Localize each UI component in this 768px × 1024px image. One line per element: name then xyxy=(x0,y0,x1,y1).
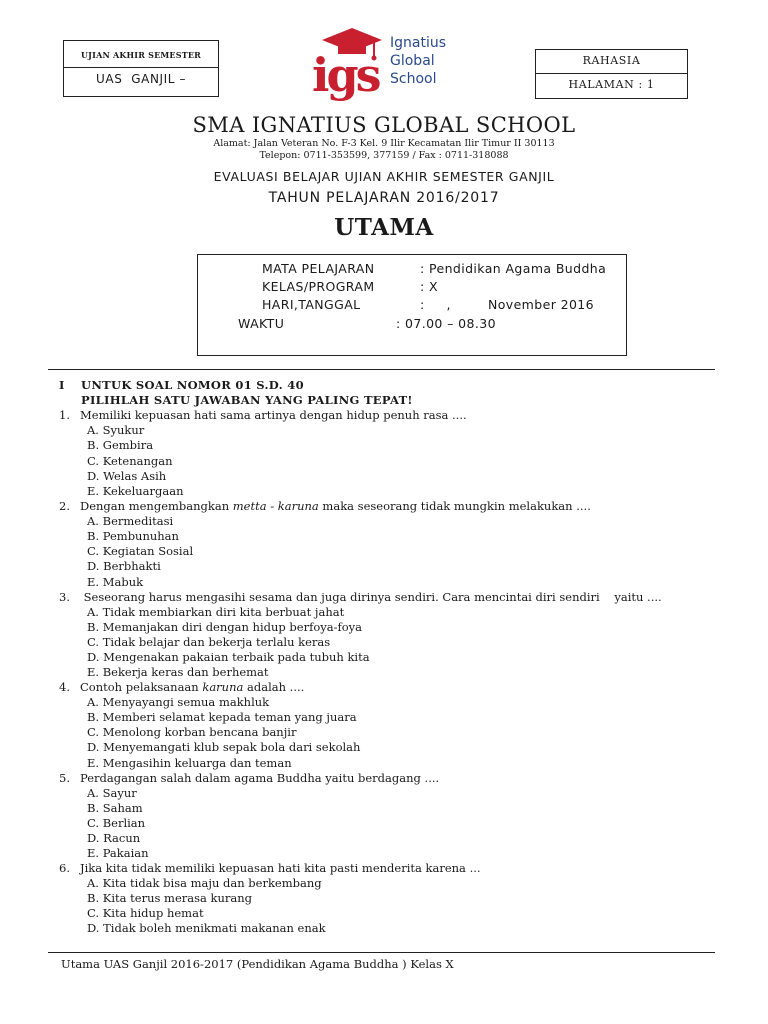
question-5-option-a: A. Sayur xyxy=(87,786,137,800)
question-4-option-c: C. Menolong korban bencana banjir xyxy=(87,725,297,739)
exam-info-box xyxy=(197,254,627,356)
question-2-option-d: D. Berbhakti xyxy=(87,559,161,573)
logo-line2: Global xyxy=(390,53,435,69)
question-2-text xyxy=(80,499,591,513)
question-2-option-a: A. Bermeditasi xyxy=(87,514,174,528)
confidential-divider xyxy=(536,73,687,74)
footer-divider xyxy=(48,952,715,953)
exam-label-title: UJIAN AKHIR SEMESTER xyxy=(80,50,201,60)
footer-text: Utama UAS Ganjil 2016-2017 (Pendidikan Agama Buddha ) Kelas X xyxy=(61,957,454,971)
question-4-text-post: adalah .... xyxy=(243,680,305,694)
school-logo xyxy=(310,24,460,114)
section-number: I xyxy=(59,378,65,392)
question-1-option-a: A. Syukur xyxy=(87,423,145,437)
question-1-option-c: C. Ketenangan xyxy=(87,454,173,468)
logo-mark: igs xyxy=(312,48,379,102)
question-2-text-pre: Dengan mengembangkan xyxy=(80,499,233,513)
question-3-text: Seseorang harus mengasihi sesama dan juga dirinya sendiri. Cara mencintai diri sendiri yaitu .... xyxy=(80,590,662,604)
school-phone: Telepon: 0711-353599, 377159 / Fax : 0711-318088 xyxy=(259,150,509,161)
question-6-option-a: A. Kita tidak bisa maju dan berkembang xyxy=(87,876,322,890)
confidential-label: RAHASIA xyxy=(582,54,641,67)
class-label: KELAS/PROGRAM xyxy=(262,279,375,294)
subject-value: : Pendidikan Agama Buddha xyxy=(420,261,607,276)
question-3-option-a: A. Tidak membiarkan diri kita berbuat jahat xyxy=(87,605,345,619)
question-5-option-d: D. Racun xyxy=(87,831,141,845)
question-5-option-c: C. Berlian xyxy=(87,816,146,830)
question-1-text: Memiliki kepuasan hati sama artinya dengan hidup penuh rasa .... xyxy=(80,408,467,422)
question-2-option-c: C. Kegiatan Sosial xyxy=(87,544,194,558)
question-4-option-a: A. Menyayangi semua makhluk xyxy=(87,695,270,709)
question-2-text-post: maka seseorang tidak mungkin melakukan .... xyxy=(318,499,591,513)
exam-type: UTAMA xyxy=(334,214,434,241)
question-2-option-e: E. Mabuk xyxy=(87,575,144,589)
date-label: HARI,TANGGAL xyxy=(262,297,361,312)
question-6-option-b: B. Kita terus merasa kurang xyxy=(87,891,253,905)
section-title: UNTUK SOAL NOMOR 01 S.D. 40 xyxy=(81,378,304,392)
date-month: November 2016 xyxy=(488,297,595,312)
section-instruction: PILIHLAH SATU JAWABAN YANG PALING TEPAT! xyxy=(81,393,413,407)
question-4-text-em: karuna xyxy=(202,680,244,694)
evaluation-title: EVALUASI BELAJAR UJIAN AKHIR SEMESTER GANJIL xyxy=(213,169,555,184)
question-3-option-c: C. Tidak belajar dan bekerja terlalu keras xyxy=(87,635,331,649)
question-2-text-em: metta - karuna xyxy=(232,499,319,513)
question-6-text: Jika kita tidak memiliki kepuasan hati kita pasti menderita karena ... xyxy=(80,861,481,875)
question-2-number: 2. xyxy=(59,499,70,513)
question-3-option-b: B. Memanjakan diri dengan hidup berfoya-foya xyxy=(87,620,363,634)
question-3-number: 3. xyxy=(59,590,70,604)
logo-line3: School xyxy=(390,71,437,87)
question-6-option-c: C. Kita hidup hemat xyxy=(87,906,204,920)
subject-label: MATA PELAJARAN xyxy=(262,261,375,276)
exam-label-value: UAS GANJIL – xyxy=(96,72,187,86)
school-name: SMA IGNATIUS GLOBAL SCHOOL xyxy=(192,113,576,137)
question-4-text-pre: Contoh pelaksanaan xyxy=(80,680,203,694)
question-1-option-e: E. Kekeluargaan xyxy=(87,484,184,498)
exam-label-box xyxy=(63,40,219,97)
question-4-text xyxy=(80,680,304,694)
question-1-number: 1. xyxy=(59,408,70,422)
question-4-option-b: B. Memberi selamat kepada teman yang juara xyxy=(87,710,357,724)
confidential-box xyxy=(535,49,688,99)
question-1-option-d: D. Welas Asih xyxy=(87,469,167,483)
question-5-text: Perdagangan salah dalam agama Buddha yaitu berdagang .... xyxy=(80,771,440,785)
academic-year: TAHUN PELAJARAN 2016/2017 xyxy=(268,190,500,206)
question-4-option-e: E. Mengasihin keluarga dan teman xyxy=(87,756,292,770)
school-address: Alamat: Jalan Veteran No. F-3 Kel. 9 Ilir Kecamatan Ilir Timur II 30113 xyxy=(213,138,555,149)
class-value: : X xyxy=(420,279,438,294)
question-3-option-d: D. Mengenakan pakaian terbaik pada tubuh kita xyxy=(87,650,370,664)
header-divider xyxy=(48,369,715,370)
time-value: : 07.00 – 08.30 xyxy=(396,316,496,331)
question-5-option-b: B. Saham xyxy=(87,801,143,815)
question-5-number: 5. xyxy=(59,771,70,785)
question-6-option-d: D. Tidak boleh menikmati makanan enak xyxy=(87,921,326,935)
date-value: : , xyxy=(420,297,451,312)
question-6-number: 6. xyxy=(59,861,70,875)
page-number: HALAMAN : 1 xyxy=(568,78,655,91)
exam-label-divider xyxy=(64,67,218,68)
question-2-option-b: B. Pembunuhan xyxy=(87,529,179,543)
question-5-option-e: E. Pakaian xyxy=(87,846,149,860)
logo-line1: Ignatius xyxy=(390,35,447,51)
question-4-number: 4. xyxy=(59,680,70,694)
time-label: WAKTU xyxy=(238,316,285,331)
question-4-option-d: D. Menyemangati klub sepak bola dari sekolah xyxy=(87,740,361,754)
question-1-option-b: B. Gembira xyxy=(87,438,154,452)
question-3-option-e: E. Bekerja keras dan berhemat xyxy=(87,665,269,679)
